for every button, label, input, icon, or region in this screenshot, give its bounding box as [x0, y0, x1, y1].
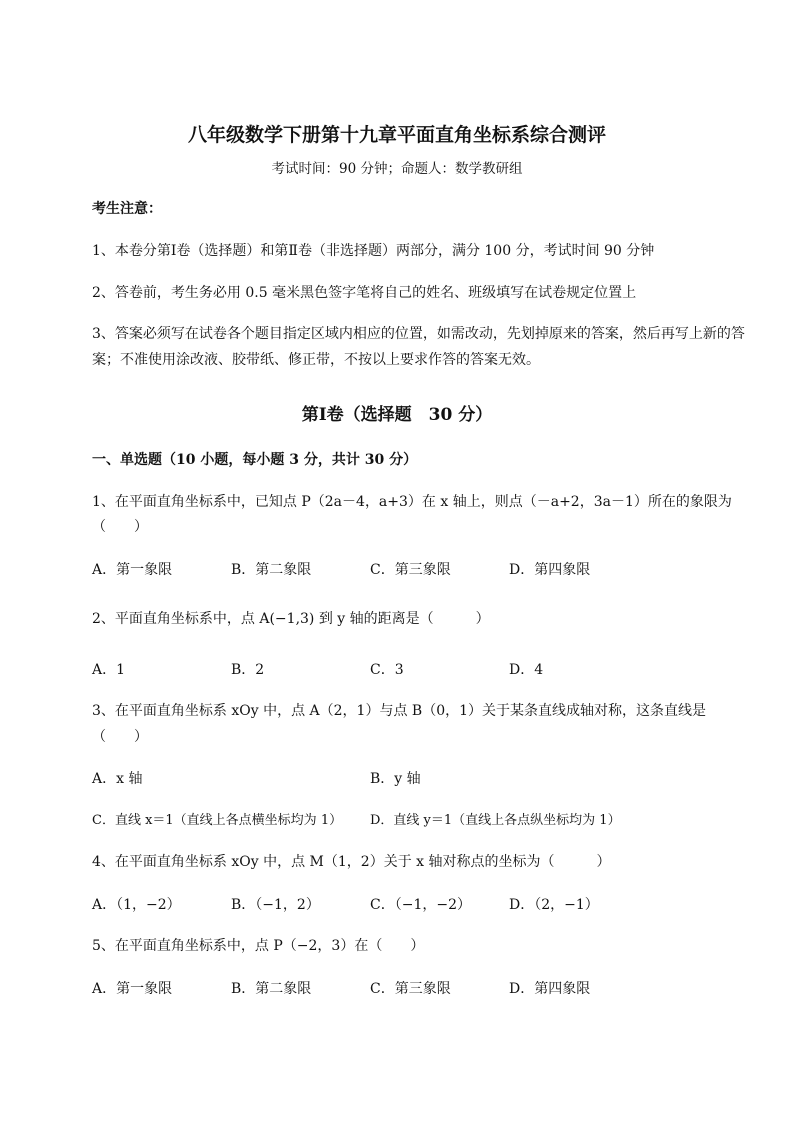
option-b[interactable]: B．y 轴 [370, 771, 421, 787]
option-a[interactable]: A．（1，−2） [92, 897, 181, 913]
option-c[interactable]: C．第三象限 [370, 562, 451, 578]
question-1-stem: 1、在平面直角坐标系中，已知点 P（2a－4，a+3）在 x 轴上，则点（－a+2，3a－1）所在的象限为 [92, 494, 732, 510]
section-title: 第Ⅰ卷（选择题 30 分） [301, 405, 493, 425]
notice-heading: 考生注意： [92, 201, 162, 217]
option-c[interactable]: C．（−1，−2） [370, 897, 471, 913]
question-1-blank: （ ） [92, 519, 148, 535]
option-b[interactable]: B．2 [231, 662, 265, 678]
exam-subtitle: 考试时间：90 分钟；命题人：数学教研组 [271, 161, 523, 177]
option-d[interactable]: D．4 [509, 662, 544, 678]
option-a[interactable]: A．第一象限 [92, 981, 173, 997]
option-b[interactable]: B．第二象限 [231, 562, 312, 578]
option-c[interactable]: C．第三象限 [370, 981, 451, 997]
option-d[interactable]: D．第四象限 [509, 981, 591, 997]
exam-title: 八年级数学下册第十九章平面直角坐标系综合测评 [187, 124, 606, 146]
option-d[interactable]: D．直线 y＝1（直线上各点纵坐标均为 1） [370, 813, 621, 828]
option-d[interactable]: D．（2，−1） [509, 897, 599, 913]
option-d[interactable]: D．第四象限 [509, 562, 591, 578]
notice-item-1: 1、本卷分第Ⅰ卷（选择题）和第Ⅱ卷（非选择题）两部分，满分 100 分，考试时间 90 分钟 [92, 243, 655, 259]
question-3-stem: 3、在平面直角坐标系 xOy 中，点 A（2，1）与点 B（0，1）关于某条直线成轴对称，这条直线是 [92, 703, 707, 719]
option-c[interactable]: C．直线 x＝1（直线上各点横坐标均为 1） [92, 813, 343, 828]
option-b[interactable]: B．（−1，2） [231, 897, 320, 913]
question-3-blank: （ ） [92, 729, 148, 745]
part-heading: 一、单选题（10 小题，每小题 3 分，共计 30 分） [92, 452, 418, 468]
notice-item-3: 3、答案必须写在试卷各个题目指定区域内相应的位置，如需改动，先划掉原来的答案，然后再写上新的答案；不准使用涂改液、胶带纸、修正带，不按以上要求作答的答案无效。 [92, 326, 745, 368]
question-2-stem: 2、平面直角坐标系中，点 A(−1,3) 到 y 轴的距离是（ ） [92, 611, 490, 627]
option-b[interactable]: B．第二象限 [231, 981, 312, 997]
question-4-stem: 4、在平面直角坐标系 xOy 中，点 M（1，2）关于 x 轴对称点的坐标为（ ） [92, 854, 611, 870]
option-a[interactable]: A．第一象限 [92, 562, 173, 578]
notice-item-2: 2、答卷前，考生务必用 0.5 毫米黑色签字笔将自己的姓名、班级填写在试卷规定位置上 [92, 285, 637, 301]
option-c[interactable]: C．3 [370, 662, 404, 678]
option-a[interactable]: A．1 [92, 662, 126, 678]
option-a[interactable]: A．x 轴 [92, 771, 143, 787]
question-5-stem: 5、在平面直角坐标系中，点 P（−2，3）在（ ） [92, 938, 425, 954]
